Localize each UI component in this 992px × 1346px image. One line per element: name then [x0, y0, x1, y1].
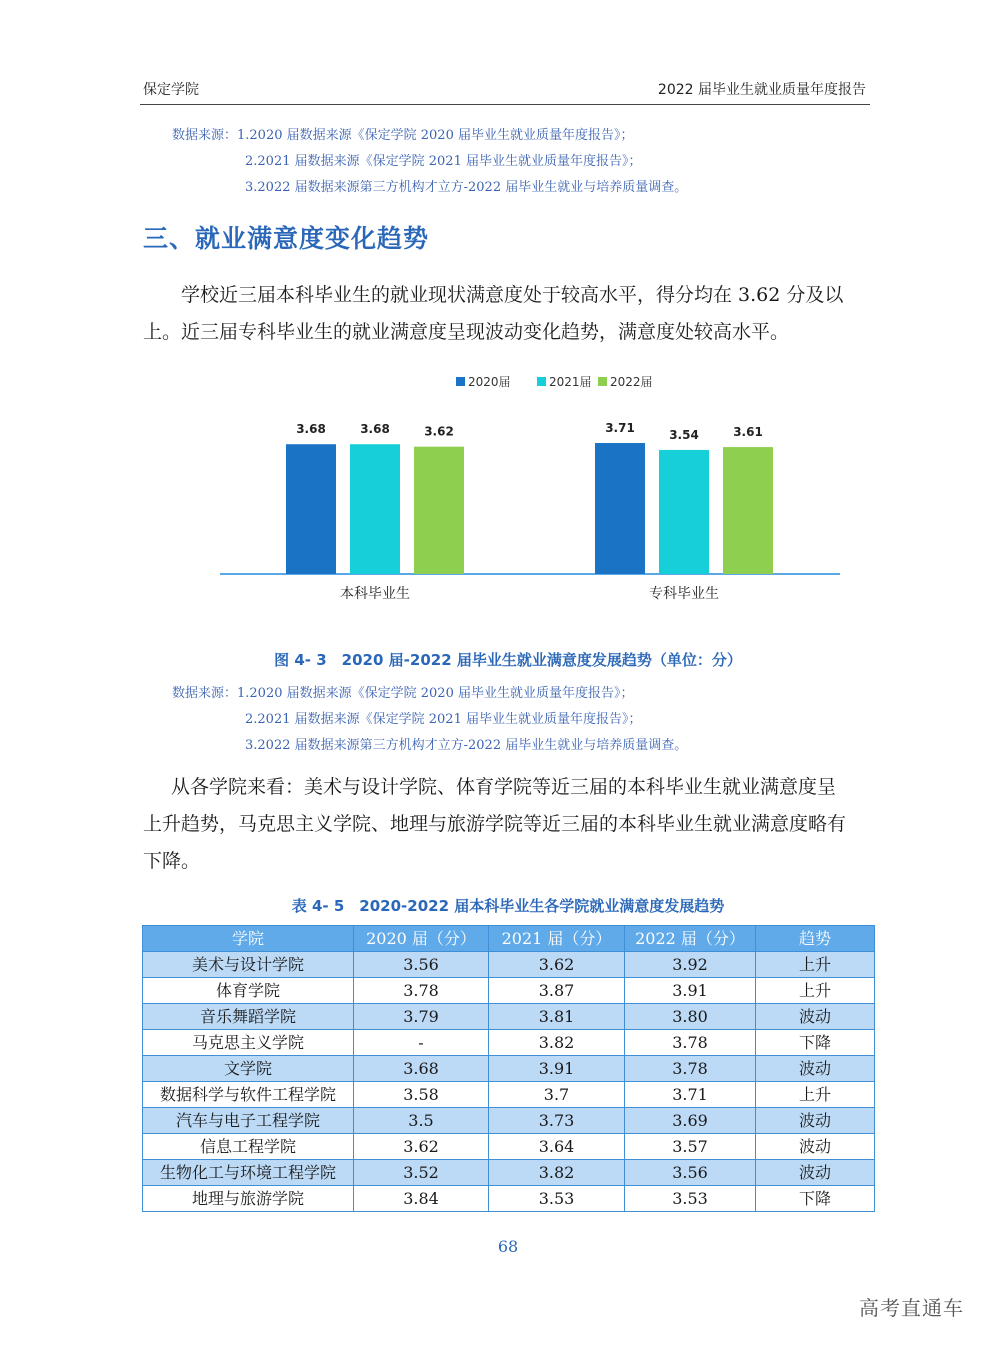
- table-header-cell: 学院: [143, 926, 354, 952]
- source-mid-line-3: 3.2022 届数据来源第三方机构才立方-2022 届毕业生就业与培养质量调查。: [245, 738, 688, 753]
- bar-2022届: [414, 447, 464, 574]
- paragraph-2-line-1: 从各学院来看：美术与设计学院、体育学院等近三届的本科毕业生就业满意度呈: [171, 776, 837, 798]
- table-cell-score: 3.79: [354, 1004, 489, 1030]
- table-row: [143, 1056, 875, 1082]
- table-cell-score: 3.82: [489, 1160, 625, 1186]
- table-row: [143, 1030, 875, 1056]
- section-title: 三、就业满意度变化趋势: [143, 224, 430, 253]
- table-cell-trend: 上升: [756, 1082, 875, 1108]
- watermark: 高考直通车: [859, 1296, 964, 1320]
- source-top-line-3: 3.2022 届数据来源第三方机构才立方-2022 届毕业生就业与培养质量调查。: [245, 180, 688, 195]
- table-cell-score: 3.84: [354, 1186, 489, 1212]
- paragraph-2-line-2: 上升趋势，马克思主义学院、地理与旅游学院等近三届的本科毕业生就业满意度略有: [143, 813, 847, 835]
- table-cell-score: 3.80: [625, 1004, 756, 1030]
- legend-label: 2021届: [549, 375, 592, 389]
- bar-value-label: 3.61: [733, 425, 763, 440]
- table-cell-trend: 波动: [756, 1004, 875, 1030]
- table-cell-trend: 上升: [756, 978, 875, 1004]
- table-cell-score: 3.81: [489, 1004, 625, 1030]
- paragraph-1-line-2: 上。近三届专科毕业生的就业满意度呈现波动变化趋势，满意度处较高水平。: [143, 321, 790, 343]
- source-mid-line-1: 数据来源：1.2020 届数据来源《保定学院 2020 届毕业生就业质量年度报告》；: [172, 686, 634, 701]
- table-cell-score: 3.92: [625, 952, 756, 978]
- table-cell-score: 3.56: [354, 952, 489, 978]
- table-caption: 表 4- 5 2020-2022 届本科毕业生各学院就业满意度发展趋势: [291, 897, 725, 915]
- table-cell-score: 3.7: [489, 1082, 625, 1108]
- table-cell-trend: 上升: [756, 952, 875, 978]
- table-cell-score: 3.91: [625, 978, 756, 1004]
- bar-2021届: [659, 450, 709, 574]
- table-row: [143, 978, 875, 1004]
- paragraph-1-line-1: 学校近三届本科毕业生的就业现状满意度处于较高水平，得分均在 3.62 分及以: [181, 284, 844, 306]
- table-cell-score: 3.62: [489, 952, 625, 978]
- legend-swatch: [598, 377, 607, 386]
- table-cell-score: 3.78: [625, 1030, 756, 1056]
- table-cell-score: 3.56: [625, 1160, 756, 1186]
- category-label: 本科毕业生: [340, 586, 410, 602]
- table-cell-score: 3.58: [354, 1082, 489, 1108]
- paragraph-1: [143, 277, 878, 351]
- bar-value-label: 3.54: [669, 427, 699, 442]
- bar-2020届: [595, 443, 645, 574]
- table-cell-college: 文学院: [143, 1056, 354, 1082]
- table-header-row: [143, 926, 875, 952]
- table-cell-score: 3.82: [489, 1030, 625, 1056]
- table-cell-college: 马克思主义学院: [143, 1030, 354, 1056]
- table-header-cell: 2022 届（分）: [625, 926, 756, 952]
- table-cell-score: 3.78: [625, 1056, 756, 1082]
- bar-value-label: 3.71: [605, 421, 635, 435]
- bar-2022届: [723, 447, 773, 574]
- table-cell-score: 3.53: [625, 1186, 756, 1212]
- table-cell-score: 3.69: [625, 1108, 756, 1134]
- table-row: [143, 1134, 875, 1160]
- table-cell-college: 信息工程学院: [143, 1134, 354, 1160]
- table-cell-college: 汽车与电子工程学院: [143, 1108, 354, 1134]
- table-cell-trend: 下降: [756, 1186, 875, 1212]
- table-row: [143, 952, 875, 978]
- source-mid-line-2: 2.2021 届数据来源《保定学院 2021 届毕业生就业质量年度报告》；: [245, 712, 642, 727]
- bar-2021届: [350, 444, 400, 574]
- table-cell-trend: 波动: [756, 1056, 875, 1082]
- table-cell-trend: 波动: [756, 1108, 875, 1134]
- table-cell-college: 生物化工与环境工程学院: [143, 1160, 354, 1186]
- table-cell-score: 3.52: [354, 1160, 489, 1186]
- table-row: [143, 1186, 875, 1212]
- table-cell-trend: 下降: [756, 1030, 875, 1056]
- table-cell-score: 3.5: [354, 1108, 489, 1134]
- table-header-cell: 2020 届（分）: [354, 926, 489, 952]
- table-cell-trend: 波动: [756, 1160, 875, 1186]
- bar-2020届: [286, 444, 336, 574]
- table-cell-score: 3.87: [489, 978, 625, 1004]
- table-cell-score: 3.62: [354, 1134, 489, 1160]
- bar-value-label: 3.68: [296, 422, 326, 437]
- legend-label: 2022届: [610, 375, 653, 389]
- header-report-title: 2022 届毕业生就业质量年度报告: [657, 82, 866, 98]
- legend-swatch: [537, 377, 546, 386]
- table-cell-college: 数据科学与软件工程学院: [143, 1082, 354, 1108]
- table-cell-college: 地理与旅游学院: [143, 1186, 354, 1212]
- figure-caption: 图 4- 3 2020 届-2022 届毕业生就业满意度发展趋势（单位：分）: [274, 651, 742, 669]
- paragraph-2: [143, 769, 878, 880]
- paragraph-2-line-3: 下降。: [143, 850, 201, 872]
- source-top-line-2: 2.2021 届数据来源《保定学院 2021 届毕业生就业质量年度报告》；: [245, 154, 642, 169]
- category-label: 专科毕业生: [649, 586, 719, 602]
- table-cell-score: 3.73: [489, 1108, 625, 1134]
- table-row: [143, 1004, 875, 1030]
- table-cell-score: 3.68: [354, 1056, 489, 1082]
- table-row: [143, 1160, 875, 1186]
- table-cell-college: 美术与设计学院: [143, 952, 354, 978]
- header-school: 保定学院: [143, 82, 199, 98]
- table-cell-trend: 波动: [756, 1134, 875, 1160]
- legend-swatch: [456, 377, 465, 386]
- table-row: [143, 1082, 875, 1108]
- legend-label: 2020届: [468, 375, 511, 389]
- chart-svg: [200, 365, 860, 615]
- table-header-cell: 2021 届（分）: [489, 926, 625, 952]
- college-satisfaction-table: [142, 925, 874, 1212]
- table-cell-score: 3.71: [625, 1082, 756, 1108]
- table-cell-college: 体育学院: [143, 978, 354, 1004]
- header-divider: [140, 104, 870, 105]
- table-cell-score: 3.53: [489, 1186, 625, 1212]
- source-top-line-1: 数据来源：1.2020 届数据来源《保定学院 2020 届毕业生就业质量年度报告》；: [172, 128, 634, 143]
- table-cell-score: 3.64: [489, 1134, 625, 1160]
- table-header-cell: 趋势: [756, 926, 875, 952]
- table-cell-score: -: [354, 1030, 489, 1056]
- satisfaction-bar-chart: [200, 365, 860, 615]
- bar-value-label: 3.62: [424, 424, 454, 439]
- table-cell-score: 3.91: [489, 1056, 625, 1082]
- table-cell-college: 音乐舞蹈学院: [143, 1004, 354, 1030]
- table-row: [143, 1108, 875, 1134]
- bar-value-label: 3.68: [360, 422, 390, 437]
- table-cell-score: 3.57: [625, 1134, 756, 1160]
- page-number: 68: [497, 1237, 519, 1256]
- table-cell-score: 3.78: [354, 978, 489, 1004]
